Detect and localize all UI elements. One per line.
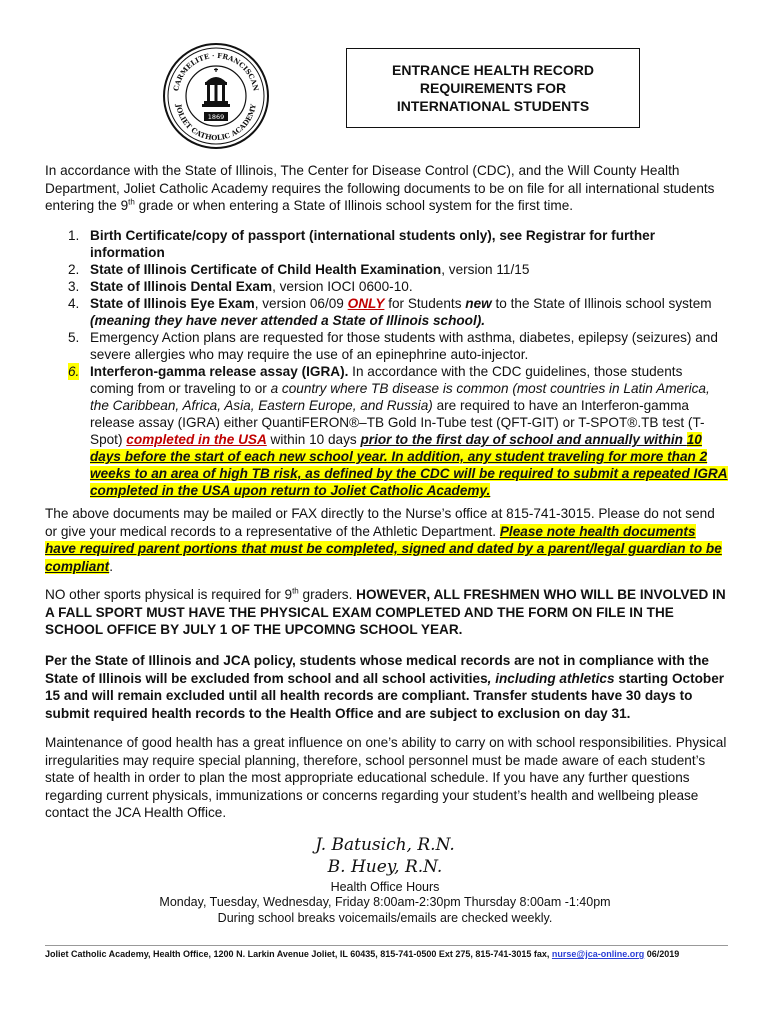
school-seal-logo	[162, 42, 270, 150]
health-office-hours-title: Health Office Hours	[330, 880, 440, 894]
title-line-3: INTERNATIONAL STUDENTS	[396, 98, 590, 114]
requirements-list	[45, 227, 728, 499]
document-title-box	[346, 48, 640, 128]
title-line-2: REQUIREMENTS FOR	[419, 80, 567, 96]
svg-text:1869: 1869	[207, 113, 225, 121]
svg-text:JOLIET CATHOLIC ACADEMY: JOLIET CATHOLIC ACADEMY	[174, 103, 258, 143]
requirement-item-6: 6. Interferon-gamma release assay (IGRA). In accordance with the CDC guidelines, those students coming from or traveling to or a country where TB disease is common (most countries in Latin America, the Caribbean, Africa, Asia, Eastern Europe, and Russia) are required to have an Interferon-gamma release assay (IGRA) either QuantiFERON®–TB Gold In-Tube test (QFT-GIT) or T-SPOT®.TB test (T-Spot) completed in the USA within 10 days prior to the first day of school and annually within 10 days before the start of each new school year. In addition, any student traveling for more than 2 weeks to an area of high TB risk, as defined by the CDC will be required to submit a repeated IGRA completed in the USA upon return to Joliet Catholic Academy.	[68, 364, 728, 498]
policy-paragraph: Per the State of Illinois and JCA policy, students whose medical records are not in compliance with the State of Illinois will be excluded from school and all school activities, including athletics starting October 15 and will remain excluded until all health records are compliant. Transfer students have 30 days to submit required health records to the Health Office and are subject to exclusion on day 31.	[45, 653, 725, 721]
signature-huey: B. Huey, R.N.	[327, 857, 443, 877]
signature-batusich: J. Batusich, R.N.	[315, 835, 455, 855]
requirement-item-1: 1. Birth Certificate/copy of passport (international students only), see Registrar for further information	[68, 228, 655, 260]
nurse-email-link[interactable]: nurse@jca-online.org	[551, 949, 645, 959]
requirement-item-4: 4. State of Illinois Eye Exam, version 06/09 ONLY for Students new to the State of Illinois school system (meaning they have never attended a State of Illinois school).	[68, 296, 712, 328]
requirement-item-5: 5. Emergency Action plans are requested for those students with asthma, diabetes, epilepsy (seizures) and severe allergies who may require the use of an epinephrine auto-injector.	[68, 330, 718, 362]
intro-paragraph: In accordance with the State of Illinois, The Center for Disease Control (CDC), and the Will County Health Department, Joliet Catholic Academy requires the following documents to be on file for all international students entering the 9th grade or when entering a State of Illinois school system for the first time.	[45, 163, 715, 213]
svg-text:CARMELITE · FRANCISCAN: CARMELITE · FRANCISCAN	[171, 50, 261, 92]
maintenance-paragraph: Maintenance of good health has a great influence on one’s ability to carry on with school responsibilities. Physical irregularities may require special planning, therefore, school personnel must be made aware of each student’s state of health in order to plan the most appropriate educational schedule. If you have any further questions regarding current physicals, immunizations or concerns regarding your student’s health and wellbeing please contact the JCA Health Office.	[45, 735, 727, 820]
mail-paragraph: The above documents may be mailed or FAX directly to the Nurse’s office at 815-741-3015. Please do not send or give your medical records to a representative of the Athletic Department. Please note health documents have required parent portions that must be completed, signed and dated by a parent/legal guardian to be compliant.	[45, 506, 722, 574]
title-line-1: ENTRANCE HEALTH RECORD	[392, 62, 594, 78]
sports-paragraph: NO other sports physical is required for 9th graders. HOWEVER, ALL FRESHMEN WHO WILL BE INVOLVED IN A FALL SPORT MUST HAVE THE PHYSICAL EXAM COMPLETED AND THE FORM ON FILE IN THE SCHOOL OFFICE BY JULY 1 OF THE UPCOMNG SCHOOL YEAR.	[45, 586, 726, 637]
bell-tower-icon	[202, 68, 230, 107]
requirement-item-2: 2. State of Illinois Certificate of Child Health Examination, version 11/15	[68, 262, 530, 277]
health-office-hours-line-2: During school breaks voicemails/emails are checked weekly.	[217, 911, 553, 925]
page-footer: Joliet Catholic Academy, Health Office, 1200 N. Larkin Avenue Joliet, IL 60435, 815-741-0500 Ext 275, 815-741-3015 fax, nurse@jca-online.org 06/2019	[45, 945, 728, 965]
health-office-hours-line-1: Monday, Tuesday, Wednesday, Friday 8:00am-2:30pm Thursday 8:00am -1:40pm	[159, 895, 611, 909]
requirement-item-3: 3. State of Illinois Dental Exam, version IOCI 0600-10.	[68, 279, 413, 294]
